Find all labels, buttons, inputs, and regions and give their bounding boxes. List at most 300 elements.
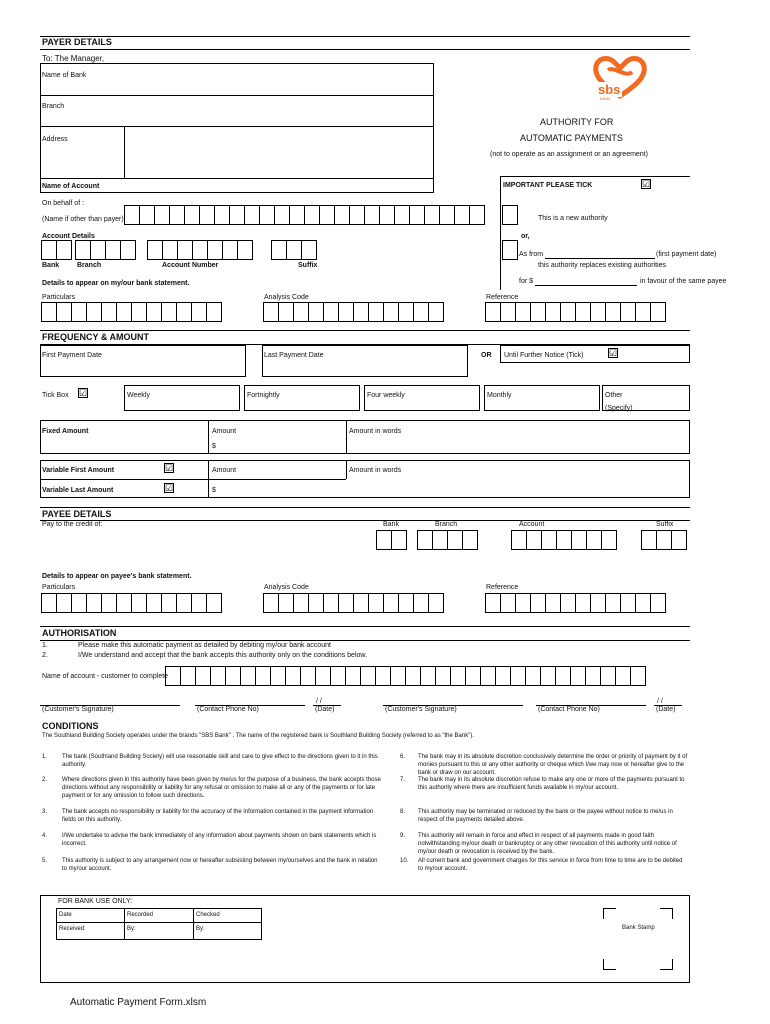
input-cell[interactable] <box>154 205 170 225</box>
input-cell[interactable] <box>485 302 501 322</box>
input-cell[interactable] <box>435 666 451 686</box>
input-cell[interactable] <box>413 302 429 322</box>
input-cell[interactable] <box>601 530 617 550</box>
input-cell[interactable] <box>304 205 320 225</box>
payee-particulars-cells[interactable] <box>42 593 222 613</box>
important-checkbox[interactable]: ☑ <box>642 179 651 189</box>
input-cell[interactable] <box>162 240 178 260</box>
input-cell[interactable] <box>184 205 200 225</box>
fixed-amount-words-label[interactable]: Amount in words <box>349 428 402 435</box>
input-cell[interactable] <box>285 666 301 686</box>
on-behalf-of-cells[interactable] <box>125 205 485 225</box>
input-cell[interactable] <box>525 666 541 686</box>
input-cell[interactable] <box>379 205 395 225</box>
until-further-notice-label: Until Further Notice (Tick) <box>504 352 584 359</box>
bank-use-table <box>56 908 262 940</box>
input-cell[interactable] <box>469 205 485 225</box>
input-cell[interactable] <box>161 593 177 613</box>
input-cell[interactable] <box>147 240 163 260</box>
condition-text: All current bank and government charges for this service in force from time to time are to be debited to my/our account. <box>418 858 683 872</box>
bank-use-received: Received: <box>59 926 86 932</box>
input-cell[interactable] <box>300 666 316 686</box>
input-cell[interactable] <box>368 593 384 613</box>
input-cell[interactable] <box>338 593 354 613</box>
input-cell[interactable] <box>278 593 294 613</box>
condition-number: 1. <box>42 754 48 760</box>
condition-text: I/We undertake to advise the bank immediately of any information about payments shown on bank statements which is incorrect. <box>62 833 377 847</box>
date-label-1: (Date) <box>315 706 335 713</box>
input-cell[interactable] <box>146 302 162 322</box>
input-cell[interactable] <box>360 666 376 686</box>
input-cell[interactable] <box>454 205 470 225</box>
input-cell[interactable] <box>515 593 531 613</box>
condition-text: The bank (Southland Building Society) will use reasonable skill and care to give effect to the directions given to it in this authority. <box>62 754 378 768</box>
input-cell[interactable] <box>586 530 602 550</box>
name-of-bank-label: Name of Bank <box>42 72 87 79</box>
input-cell[interactable] <box>86 302 102 322</box>
input-cell[interactable] <box>131 593 147 613</box>
bank-use-by-2: By: <box>196 926 205 932</box>
branch-label: Branch <box>42 103 65 110</box>
input-cell[interactable] <box>319 205 335 225</box>
input-cell[interactable] <box>526 530 542 550</box>
input-cell[interactable] <box>405 666 421 686</box>
payee-branch-label: Branch <box>435 521 458 528</box>
bank-use-date: Date <box>59 912 72 918</box>
contact-phone-label-1: (Contact Phone No) <box>197 706 259 713</box>
authorisation-heading: AUTHORISATION <box>42 628 117 638</box>
fixed-dollar-label: $ <box>212 443 216 450</box>
input-cell[interactable] <box>545 302 561 322</box>
frequency-heading: FREQUENCY & AMOUNT <box>42 332 150 342</box>
variable-last-checkbox[interactable]: ☑ <box>165 483 174 493</box>
input-cell[interactable] <box>270 666 286 686</box>
col-suffix-label: Suffix <box>298 262 318 269</box>
important-tick-label: IMPORTANT PLEASE TICK <box>503 182 593 189</box>
input-cell[interactable] <box>286 240 302 260</box>
divider <box>346 420 347 454</box>
condition-text: The bank may in its absolute discretion refuse to make any one or more of the payments pursuant to this authority where there are insufficient funds available in my/our account. <box>418 777 685 791</box>
variable-dollar-label[interactable]: $ <box>212 487 216 494</box>
logo-text: sbs <box>598 82 621 97</box>
input-cell[interactable] <box>398 593 414 613</box>
input-cell[interactable] <box>571 530 587 550</box>
input-cell[interactable] <box>146 593 162 613</box>
payer-suffix-cells[interactable] <box>272 240 317 260</box>
until-further-notice-checkbox[interactable]: ☑ <box>609 348 618 358</box>
input-cell[interactable] <box>409 205 425 225</box>
input-cell[interactable] <box>511 530 527 550</box>
variable-first-checkbox[interactable]: ☑ <box>165 463 174 473</box>
divider <box>124 908 125 940</box>
divider <box>124 126 125 178</box>
input-cell[interactable] <box>671 530 687 550</box>
four-weekly-label: Four weekly <box>367 392 405 399</box>
monthly-label: Monthly <box>487 392 512 399</box>
divider <box>346 460 347 479</box>
condition-text: This authority may be terminated or reduced by the bank or the payee without notice to me/us in respect of the payments detailed above. <box>418 809 673 823</box>
input-cell[interactable] <box>635 302 651 322</box>
input-cell[interactable] <box>398 302 414 322</box>
condition-text: The bank accepts no responsibility or liability for the accuracy of the information contained in the payment information fields on this authority. <box>62 809 374 823</box>
input-cell[interactable] <box>191 302 207 322</box>
auth-item1-num: 1. <box>42 642 48 649</box>
input-cell[interactable] <box>161 302 177 322</box>
analysis-code-label: Analysis Code <box>264 294 309 301</box>
input-cell[interactable] <box>465 666 481 686</box>
condition-text: The bank may in its absolute discretion conclusively determine the order or priority of payment by it of monies pursuant to this or any other authority or cheque which I/we may now or hereafter give to the bank or draw on our account. <box>418 754 688 776</box>
payee-account-cells[interactable] <box>512 530 617 550</box>
input-cell[interactable] <box>540 666 556 686</box>
input-cell[interactable] <box>413 593 429 613</box>
input-cell[interactable] <box>656 530 672 550</box>
input-cell[interactable] <box>315 666 331 686</box>
input-cell[interactable] <box>630 666 646 686</box>
name-of-account-customer-label: Name of account - customer to complete <box>42 673 169 680</box>
col-bank-label: Bank <box>42 262 60 269</box>
input-cell[interactable] <box>206 302 222 322</box>
payer-particulars-cells[interactable] <box>42 302 222 322</box>
condition-number: 3. <box>42 809 48 815</box>
input-cell[interactable] <box>237 240 253 260</box>
condition-number: 7. <box>400 777 406 783</box>
input-cell[interactable] <box>169 205 185 225</box>
input-cell[interactable] <box>139 205 155 225</box>
input-cell[interactable] <box>495 666 511 686</box>
input-cell[interactable] <box>485 593 501 613</box>
payer-analysis-code-cells[interactable] <box>264 302 444 322</box>
variable-amount-words-label[interactable]: Amount in words <box>349 467 402 474</box>
input-cell[interactable] <box>195 666 211 686</box>
or-label: or, <box>521 233 530 240</box>
input-cell[interactable] <box>116 302 132 322</box>
input-cell[interactable] <box>199 205 215 225</box>
payee-branch-cells[interactable] <box>418 530 478 550</box>
input-cell[interactable] <box>605 593 621 613</box>
divider <box>208 460 209 498</box>
input-cell[interactable] <box>590 593 606 613</box>
input-cell[interactable] <box>41 240 57 260</box>
customer-signature-label-1: (Customer's Signature) <box>42 706 114 713</box>
divider <box>208 420 209 454</box>
input-cell[interactable] <box>500 302 516 322</box>
tick-box-label: Tick Box <box>42 392 69 399</box>
input-cell[interactable] <box>510 666 526 686</box>
bank-use-by-1: By: <box>127 926 136 932</box>
input-cell[interactable] <box>334 205 350 225</box>
input-cell[interactable] <box>575 593 591 613</box>
input-cell[interactable] <box>560 593 576 613</box>
input-cell[interactable] <box>71 302 87 322</box>
input-cell[interactable] <box>428 593 444 613</box>
input-cell[interactable] <box>120 240 136 260</box>
divider <box>193 908 194 940</box>
auth-item2-num: 2. <box>42 652 48 659</box>
divider <box>40 178 434 179</box>
input-cell[interactable] <box>383 302 399 322</box>
as-from-label: As from <box>519 251 544 258</box>
condition-text: This authority will remain in force and effect in respect of all payments made in good faith notwithstanding my/our death or bankruptcy or any other revocation of this authority until notice of my/our death or revocation is received by the bank. <box>418 833 677 855</box>
input-cell[interactable] <box>620 302 636 322</box>
input-cell[interactable] <box>545 593 561 613</box>
input-cell[interactable] <box>165 666 181 686</box>
input-cell[interactable] <box>364 205 380 225</box>
input-cell[interactable] <box>263 593 279 613</box>
auth-item1-text: Please make this automatic payment as detailed by debiting my/our bank account <box>78 642 331 649</box>
divider <box>40 507 690 508</box>
input-cell[interactable] <box>56 240 72 260</box>
bank-use-recorded: Recorded <box>127 912 154 918</box>
input-cell[interactable] <box>556 530 572 550</box>
first-payment-date-label: (first payment date) <box>656 251 717 258</box>
first-payment-date-label: First Payment Date <box>42 352 102 359</box>
input-cell[interactable] <box>394 205 410 225</box>
input-cell[interactable] <box>75 240 91 260</box>
col-account-number-label: Account Number <box>162 262 219 269</box>
input-cell[interactable] <box>206 593 222 613</box>
payee-details-statement-label: Details to appear on payee's bank statement. <box>42 573 192 580</box>
payee-bank-label: Bank <box>383 521 399 528</box>
input-cell[interactable] <box>192 240 208 260</box>
input-cell[interactable] <box>428 302 444 322</box>
input-cell[interactable] <box>214 205 230 225</box>
input-cell[interactable] <box>207 240 223 260</box>
divider <box>208 479 346 480</box>
condition-number: 6. <box>400 754 406 760</box>
input-cell[interactable] <box>383 593 399 613</box>
divider <box>40 126 434 127</box>
divider <box>40 520 690 521</box>
input-cell[interactable] <box>376 530 392 550</box>
input-cell[interactable] <box>353 302 369 322</box>
input-cell[interactable] <box>555 666 571 686</box>
col-branch-label: Branch <box>77 262 102 269</box>
bank-stamp-area <box>603 908 673 970</box>
input-cell[interactable] <box>308 593 324 613</box>
specify-label: (Specify) <box>605 405 633 412</box>
input-cell[interactable] <box>101 593 117 613</box>
input-cell[interactable] <box>650 302 666 322</box>
variable-amount-label[interactable]: Amount <box>212 467 237 474</box>
bank-use-heading: FOR BANK USE ONLY: <box>58 898 133 905</box>
amount-line[interactable] <box>535 285 637 286</box>
on-behalf-of-label: On behalf of : <box>42 200 85 207</box>
new-authority-label: This is a new authority <box>538 215 608 222</box>
replace-authority-checkbox[interactable] <box>502 240 518 260</box>
input-cell[interactable] <box>244 205 260 225</box>
payer-account-number-cells[interactable] <box>148 240 253 260</box>
authority-note: (not to operate as an assignment or an agreement) <box>490 151 648 158</box>
input-cell[interactable] <box>259 205 275 225</box>
input-cell[interactable] <box>368 302 384 322</box>
for-dollar-label: for $ <box>519 278 534 285</box>
input-cell[interactable] <box>439 205 455 225</box>
bank-stamp-label: Bank Stamp <box>622 925 655 931</box>
date-label-2: (Date) <box>656 706 676 713</box>
input-cell[interactable] <box>390 666 406 686</box>
payer-branch-cells[interactable] <box>76 240 136 260</box>
replaces-label: this authority replaces existing authorities <box>538 262 667 269</box>
or-label: OR <box>481 352 492 359</box>
divider <box>40 36 690 37</box>
input-cell[interactable] <box>585 666 601 686</box>
input-cell[interactable] <box>86 593 102 613</box>
input-cell[interactable] <box>620 593 636 613</box>
input-cell[interactable] <box>176 302 192 322</box>
input-cell[interactable] <box>274 205 290 225</box>
input-cell[interactable] <box>278 302 294 322</box>
conditions-intro: The Southland Building Society operates under the brands "SBS Bank" . The name of the registered bank is Southland Building Society (referred to as "the Bank"). <box>42 733 474 739</box>
input-cell[interactable] <box>323 593 339 613</box>
last-payment-date-label: Last Payment Date <box>264 352 324 359</box>
input-cell[interactable] <box>308 302 324 322</box>
input-cell[interactable] <box>417 530 433 550</box>
payee-bank-cells[interactable] <box>377 530 407 550</box>
last-payment-date-box[interactable] <box>262 345 468 377</box>
input-cell[interactable] <box>301 240 317 260</box>
input-cell[interactable] <box>450 666 466 686</box>
input-cell[interactable] <box>263 302 279 322</box>
fixed-amount-box <box>40 420 690 454</box>
input-cell[interactable] <box>176 593 192 613</box>
input-cell[interactable] <box>530 302 546 322</box>
reference-label: Reference <box>486 294 519 301</box>
input-cell[interactable] <box>124 205 140 225</box>
input-cell[interactable] <box>570 666 586 686</box>
condition-number: 8. <box>400 809 406 815</box>
input-cell[interactable] <box>615 666 631 686</box>
condition-text: This authority is subject to any arrangement now or hereafter subsisting between my/ourselves and the bank in relation to my/our account. <box>62 858 378 872</box>
condition-number: 9. <box>400 833 406 839</box>
input-cell[interactable] <box>105 240 121 260</box>
input-cell[interactable] <box>323 302 339 322</box>
input-cell[interactable] <box>271 240 287 260</box>
input-cell[interactable] <box>353 593 369 613</box>
input-cell[interactable] <box>56 593 72 613</box>
input-cell[interactable] <box>349 205 365 225</box>
input-cell[interactable] <box>480 666 496 686</box>
input-cell[interactable] <box>41 593 57 613</box>
first-payment-date-box[interactable] <box>40 345 246 377</box>
input-cell[interactable] <box>293 302 309 322</box>
payee-details-heading: PAYEE DETAILS <box>42 509 112 519</box>
bank-details-box[interactable] <box>40 63 434 193</box>
condition-number: 2. <box>42 777 48 783</box>
input-cell[interactable] <box>375 666 391 686</box>
payee-suffix-cells[interactable] <box>642 530 687 550</box>
auth-item2-text: I/We understand and accept that the bank accepts this authority only on the conditions below. <box>78 652 367 659</box>
input-cell[interactable] <box>131 302 147 322</box>
payer-details-heading: PAYER DETAILS <box>42 37 112 47</box>
input-cell[interactable] <box>56 302 72 322</box>
input-cell[interactable] <box>447 530 463 550</box>
input-cell[interactable] <box>293 593 309 613</box>
payee-analysis-code-cells[interactable] <box>264 593 444 613</box>
to-manager: To: The Manager, <box>42 54 105 63</box>
input-cell[interactable] <box>432 530 448 550</box>
input-cell[interactable] <box>41 302 57 322</box>
input-cell[interactable] <box>650 593 666 613</box>
date-slashes-1: / / <box>316 698 322 705</box>
input-cell[interactable] <box>101 302 117 322</box>
input-cell[interactable] <box>515 302 531 322</box>
input-cell[interactable] <box>222 240 238 260</box>
tick-box-checkbox[interactable]: ☑ <box>79 388 88 398</box>
input-cell[interactable] <box>289 205 305 225</box>
favour-label: in favour of the same payee <box>640 278 727 285</box>
condition-text: Where directions given in this authority have been given by me/us for the purpose of a business, the bank accepts those directions without any responsibility or liability for any refusal or omission to make all or any of the payments or for late payment or for any omission to follow such directions. <box>62 777 381 799</box>
fortnightly-label: Fortnightly <box>247 392 280 399</box>
input-cell[interactable] <box>424 205 440 225</box>
condition-number: 10. <box>400 858 409 864</box>
input-cell[interactable] <box>71 593 87 613</box>
input-cell[interactable] <box>500 593 516 613</box>
payee-account-label: Account <box>519 521 545 528</box>
input-cell[interactable] <box>116 593 132 613</box>
divider <box>500 176 690 177</box>
payee-analysis-code-label: Analysis Code <box>264 584 309 591</box>
authority-title-2: AUTOMATIC PAYMENTS <box>520 133 623 143</box>
address-label: Address <box>42 136 68 143</box>
date-slashes-2: / / <box>657 698 663 705</box>
input-cell[interactable] <box>575 302 591 322</box>
input-cell[interactable] <box>210 666 226 686</box>
input-cell[interactable] <box>240 666 256 686</box>
first-payment-date-line[interactable] <box>545 258 655 259</box>
payer-reference-cells[interactable] <box>486 302 666 322</box>
input-cell[interactable] <box>255 666 271 686</box>
new-authority-checkbox[interactable] <box>502 205 518 225</box>
payee-suffix-label: Suffix <box>656 521 674 528</box>
footer-filename: Automatic Payment Form.xlsm <box>70 997 207 1008</box>
payee-reference-cells[interactable] <box>486 593 666 613</box>
divider <box>40 626 690 627</box>
input-cell[interactable] <box>635 593 651 613</box>
pay-to-label: Pay to the credit of: <box>42 521 103 528</box>
input-cell[interactable] <box>560 302 576 322</box>
contact-phone-label-2: (Contact Phone No) <box>538 706 600 713</box>
input-cell[interactable] <box>225 666 241 686</box>
input-cell[interactable] <box>530 593 546 613</box>
name-of-account-label: Name of Account <box>42 183 100 190</box>
input-cell[interactable] <box>462 530 478 550</box>
payer-bank-cells[interactable] <box>42 240 72 260</box>
input-cell[interactable] <box>600 666 616 686</box>
input-cell[interactable] <box>391 530 407 550</box>
input-cell[interactable] <box>590 302 606 322</box>
input-cell[interactable] <box>177 240 193 260</box>
particulars-label: Particulars <box>42 294 76 301</box>
input-cell[interactable] <box>338 302 354 322</box>
input-cell[interactable] <box>420 666 436 686</box>
payee-particulars-label: Particulars <box>42 584 76 591</box>
fixed-amount-label: Fixed Amount <box>42 428 89 435</box>
customer-signature-label-2: (Customer's Signature) <box>385 706 457 713</box>
customer-account-name-cells[interactable] <box>166 666 646 686</box>
input-cell[interactable] <box>345 666 361 686</box>
input-cell[interactable] <box>605 302 621 322</box>
input-cell[interactable] <box>641 530 657 550</box>
input-cell[interactable] <box>330 666 346 686</box>
logo-sub: BANK <box>600 96 611 101</box>
input-cell[interactable] <box>180 666 196 686</box>
input-cell[interactable] <box>191 593 207 613</box>
conditions-heading: CONDITIONS <box>42 721 99 731</box>
input-cell[interactable] <box>90 240 106 260</box>
input-cell[interactable] <box>541 530 557 550</box>
input-cell[interactable] <box>229 205 245 225</box>
fixed-amount-amount-label[interactable]: Amount <box>212 428 237 435</box>
